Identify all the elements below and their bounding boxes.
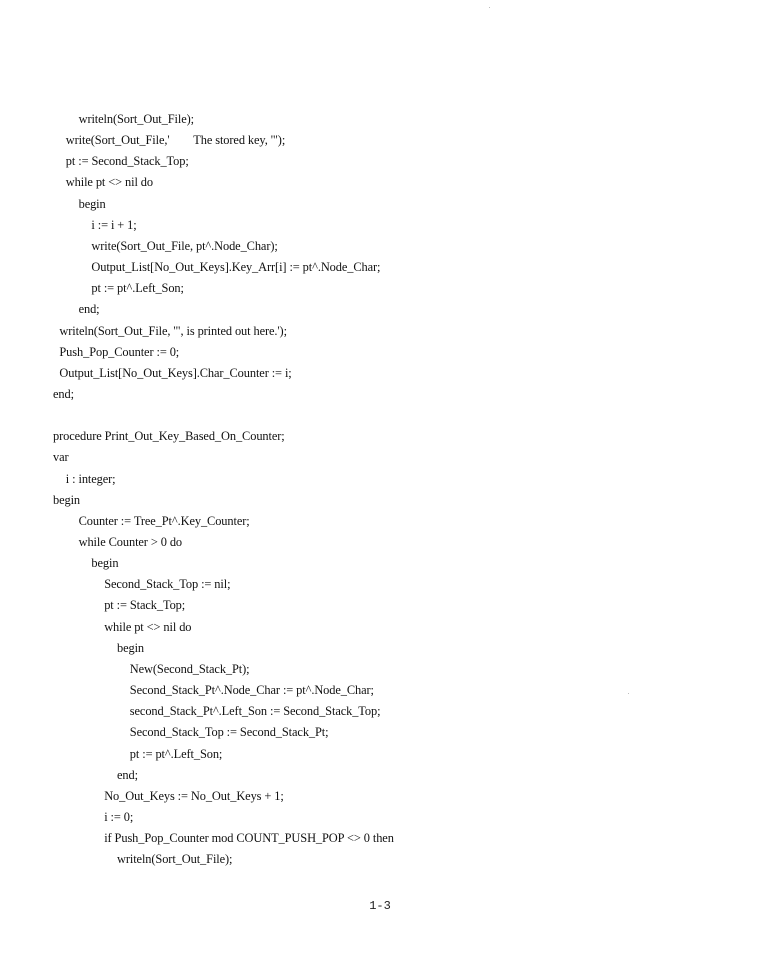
code-line: Second_Stack_Pt^.Node_Char := pt^.Node_Char; — [129, 683, 374, 698]
code-line: pt := Second_Stack_Top; — [65, 154, 189, 169]
code-line: i := i + 1; — [91, 217, 137, 232]
page-number: 1-3 — [369, 899, 391, 913]
code-line: write(Sort_Out_File,' The stored key, '"); — [65, 133, 286, 148]
code-line: while pt <> nil do — [104, 619, 192, 634]
scan-speck — [489, 7, 490, 8]
code-line: pt := pt^.Left_Son; — [91, 281, 184, 296]
code-line: begin — [78, 196, 106, 211]
code-line: Push_Pop_Counter := 0; — [59, 344, 180, 359]
code-line: end; — [53, 386, 74, 401]
code-line: writeln(Sort_Out_File, '", is printed out here.'); — [59, 323, 287, 338]
code-line: if Push_Pop_Counter mod COUNT_PUSH_POP <> 0 then — [104, 831, 394, 846]
code-line: var — [53, 450, 69, 465]
code-line: i : integer; — [65, 471, 116, 486]
code-line: writeln(Sort_Out_File); — [117, 852, 233, 867]
code-line: i := 0; — [104, 809, 134, 824]
code-line: end; — [117, 767, 138, 782]
code-line: write(Sort_Out_File, pt^.Node_Char); — [91, 238, 278, 253]
code-line: pt := Stack_Top; — [104, 598, 186, 613]
code-line: Output_List[No_Out_Keys].Char_Counter := i; — [59, 365, 292, 380]
code-line: begin — [117, 640, 145, 655]
code-line: Second_Stack_Top := nil; — [104, 577, 231, 592]
code-line: No_Out_Keys := No_Out_Keys + 1; — [104, 788, 284, 803]
code-line: end; — [78, 302, 100, 317]
code-line: New(Second_Stack_Pt); — [129, 661, 250, 676]
code-line: Output_List[No_Out_Keys].Key_Arr[i] := pt^.Node_Char; — [91, 260, 381, 275]
code-line: begin — [53, 492, 81, 507]
code-line: begin — [91, 556, 119, 571]
code-line: procedure Print_Out_Key_Based_On_Counter; — [53, 429, 285, 444]
scan-speck — [628, 693, 629, 694]
code-line: while pt <> nil do — [65, 175, 154, 190]
code-line: pt := pt^.Left_Son; — [129, 746, 223, 761]
code-line: second_Stack_Pt^.Left_Son := Second_Stack_Top; — [129, 704, 381, 719]
code-line: Second_Stack_Top := Second_Stack_Pt; — [129, 725, 329, 740]
code-line: writeln(Sort_Out_File); — [78, 112, 194, 126]
code-line: while Counter > 0 do — [78, 535, 183, 549]
code-line: Counter := Tree_Pt^.Key_Counter; — [78, 513, 250, 528]
